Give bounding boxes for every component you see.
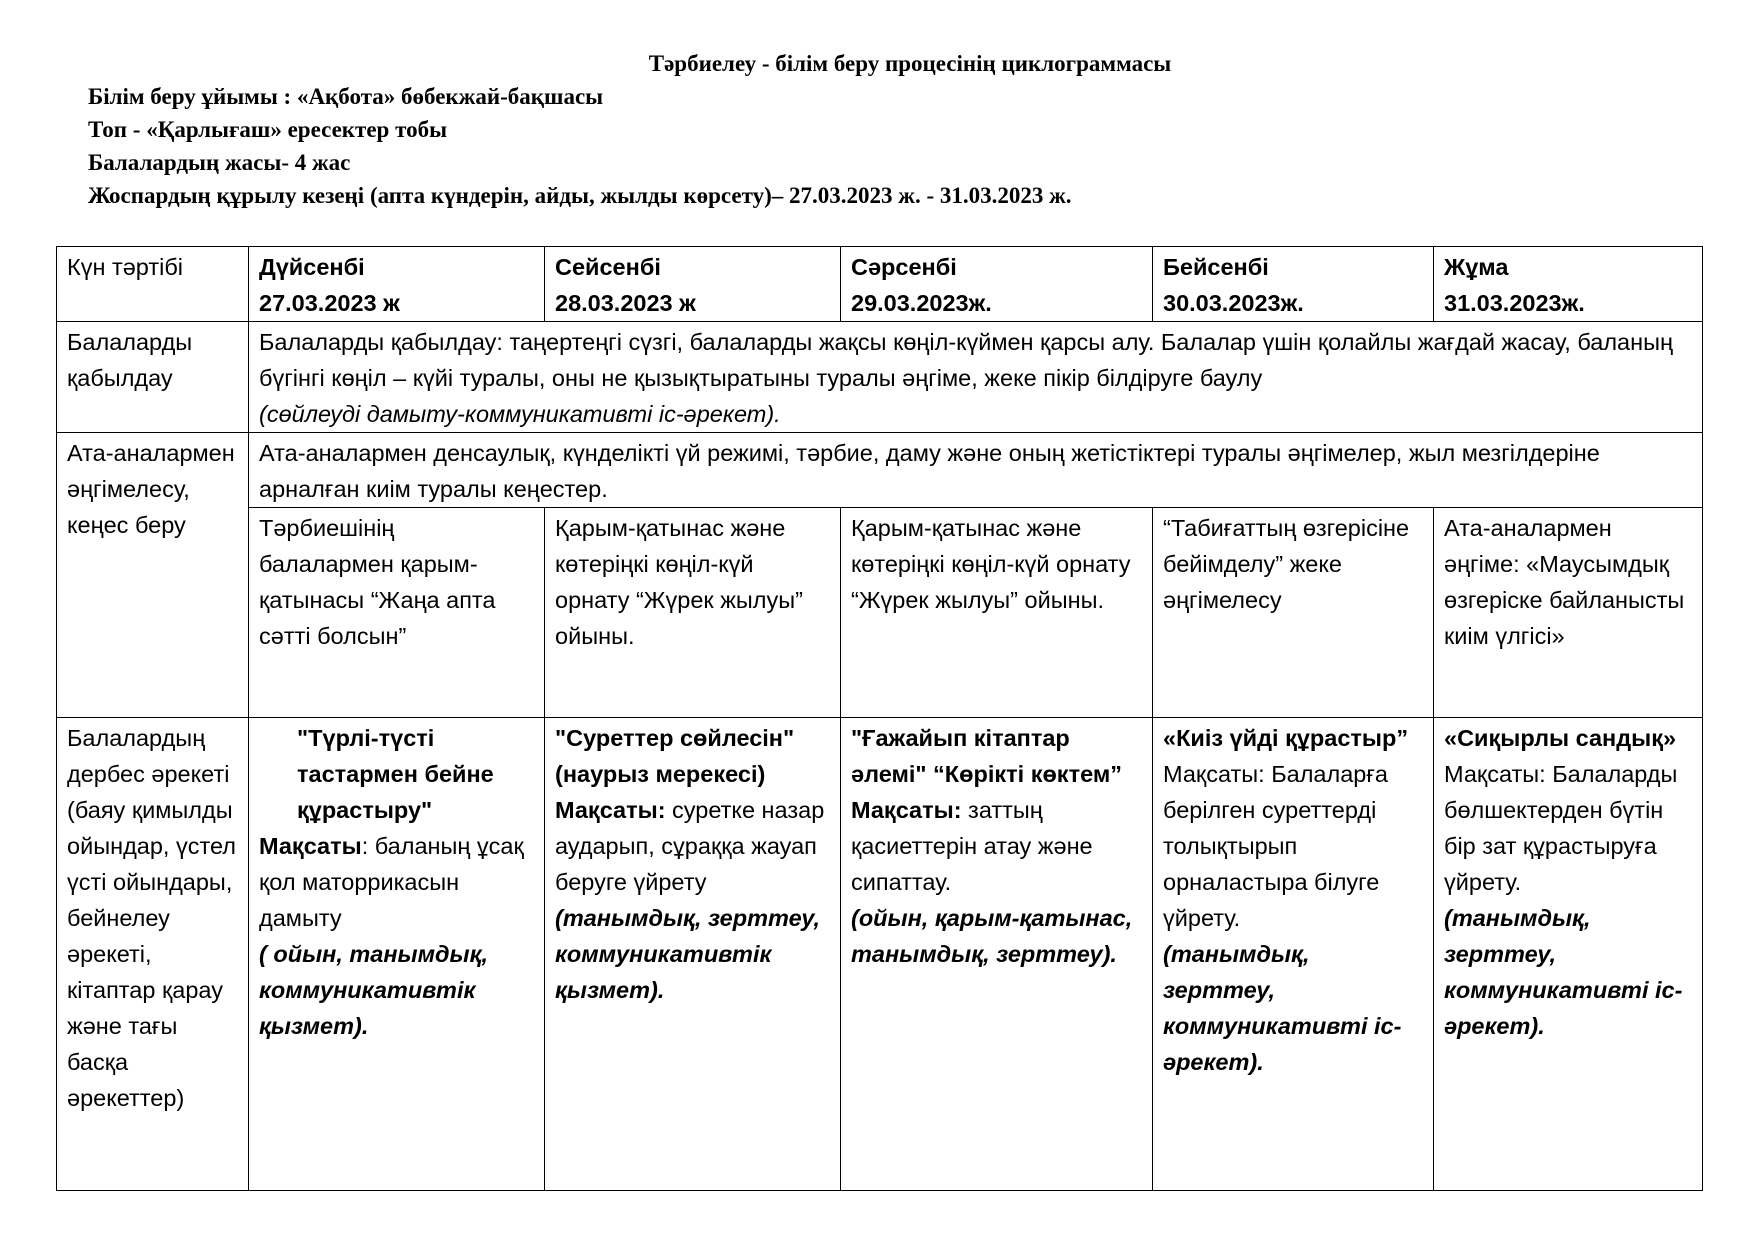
goal-label: Мақсаты — [259, 833, 362, 859]
activity-note: (танымдық, зерттеу, коммуникативті іс-әрекет). — [1163, 941, 1402, 1075]
parents-common-text: Ата-аналармен денсаулық, күнделікті үй режимі, тәрбие, даму және оның жетістіктері туралы әңгімелер, жыл мезгілдеріне арналған киім туралы кеңестер. — [249, 433, 1703, 508]
day-header-friday — [1434, 247, 1703, 322]
activity-title: "Ғажайып кітаптар әлемі" “Көрікті көктем” — [851, 725, 1122, 787]
activity-cell-thursday — [1153, 718, 1434, 1191]
day-header-monday — [249, 247, 545, 322]
reception-text: Балаларды қабылдау: таңертеңгі сүзгі, балаларды жақсы көңіл-күймен қарсы алу. Балалар үшін қолайлы жағдай жасау, баланың бүгінгі көңіл – күйі туралы, оны не қызықтыратыны туралы әңгіме, жеке пікір білдіруге баулу — [259, 329, 1673, 391]
day-name: Дүйсенбі — [259, 254, 365, 280]
activity-note: (танымдық, зерттеу, коммуникативтік қызмет). — [555, 905, 821, 1003]
activity-label: Балалардың дербес әрекеті (баяу қимылды ойындар, үстел үсті ойындары, бейнелеу әрекеті, кітаптар қарау және тағы басқа әрекеттер) — [57, 718, 249, 1191]
goal-text: заттың қасиеттерін атау және сипаттау. — [851, 797, 1093, 895]
goal-label: Мақсаты: — [851, 797, 962, 823]
day-name: Сейсенбі — [555, 254, 661, 280]
day-date: 27.03.2023 ж — [259, 290, 400, 316]
parents-cell-wednesday: Қарым-қатынас және көтеріңкі көңіл-күй орнату “Жүрек жылуы” ойыны. — [841, 508, 1153, 718]
parents-days-row — [57, 508, 1703, 718]
reception-row — [57, 322, 1703, 433]
parents-common-row — [57, 433, 1703, 508]
parents-cell-friday: Ата-аналармен әңгіме: «Маусымдық өзгеріске байланысты киім үлгісі» — [1434, 508, 1703, 718]
reception-label: Балаларды қабылдау — [57, 322, 249, 433]
day-header-wednesday — [841, 247, 1153, 322]
parents-cell-monday: Тәрбиешінің балалармен қарым-қатынасы “Жаңа апта сәтті болсын” — [249, 508, 545, 718]
goal-text: Мақсаты: Балаларға берілген суреттерді толықтырып орналастыра білуге үйрету. — [1163, 761, 1388, 931]
parents-label: Ата-аналармен әңгімелесу, кеңес беру — [57, 433, 249, 718]
organization-line: Білім беру ұйымы : «Ақбота» бөбекжай-бақшасы — [88, 84, 604, 109]
activity-cell-wednesday — [841, 718, 1153, 1191]
goal-text: : баланың ұсақ қол маторрикасын дамыту — [259, 833, 524, 931]
corner-cell: Күн тәртібі — [57, 247, 249, 322]
document-title: Тәрбиелеу - білім беру процесінің циклограммасы — [648, 51, 1172, 76]
day-date: 28.03.2023 ж — [555, 290, 696, 316]
day-name: Бейсенбі — [1163, 254, 1269, 280]
schedule-table — [56, 246, 1703, 1191]
day-date: 31.03.2023ж. — [1444, 290, 1585, 316]
activity-title: «Сиқырлы сандық» — [1444, 725, 1677, 751]
days-header-row — [57, 247, 1703, 322]
group-line: Топ - «Қарлығаш» ересектер тобы — [88, 117, 448, 142]
parents-cell-tuesday: Қарым-қатынас және көтеріңкі көңіл-күй орнату “Жүрек жылуы” ойыны. — [545, 508, 841, 718]
goal-text: суретке назар аударып, сұраққа жауап беруге үйрету — [555, 797, 825, 895]
parents-cell-thursday: “Табиғаттың өзгерісіне бейімделу” жеке әңгімелесу — [1153, 508, 1434, 718]
activity-cell-monday — [249, 718, 545, 1191]
age-line: Балалардың жасы- 4 жас — [88, 150, 351, 175]
period-line: Жоспардың құрылу кезеңі (апта күндерін, айды, жылды көрсету)– 27.03.2023 ж. - 31.03.2023 ж. — [88, 183, 1072, 208]
day-date: 29.03.2023ж. — [851, 290, 992, 316]
activity-row — [57, 718, 1703, 1191]
day-name: Жұма — [1444, 254, 1509, 280]
goal-label: Мақсаты: — [555, 797, 666, 823]
activity-cell-friday — [1434, 718, 1703, 1191]
activity-note: (ойын, қарым-қатынас, танымдық, зерттеу). — [851, 905, 1133, 967]
activity-note: ( ойын, танымдық, коммуникативтік қызмет). — [259, 941, 489, 1039]
activity-cell-tuesday — [545, 718, 841, 1191]
reception-note: (сөйлеуді дамыту-коммуникативті іс-әрекет). — [259, 401, 781, 427]
day-header-tuesday — [545, 247, 841, 322]
activity-title: "Суреттер сөйлесін" (наурыз мерекесі) — [555, 725, 795, 787]
goal-text: Мақсаты: Балаларды бөлшектерден бүтін бір зат құрастыруға үйрету. — [1444, 761, 1678, 895]
activity-title: «Киіз үйді құрастыр” — [1163, 725, 1409, 751]
day-name: Сәрсенбі — [851, 254, 957, 280]
day-header-thursday — [1153, 247, 1434, 322]
day-date: 30.03.2023ж. — [1163, 290, 1304, 316]
activity-note: (танымдық, зерттеу, коммуникативті іс-әрекет). — [1444, 905, 1683, 1039]
activity-title: "Түрлі-түсті тастармен бейне құрастыру" — [297, 725, 494, 823]
reception-text-cell — [249, 322, 1703, 433]
